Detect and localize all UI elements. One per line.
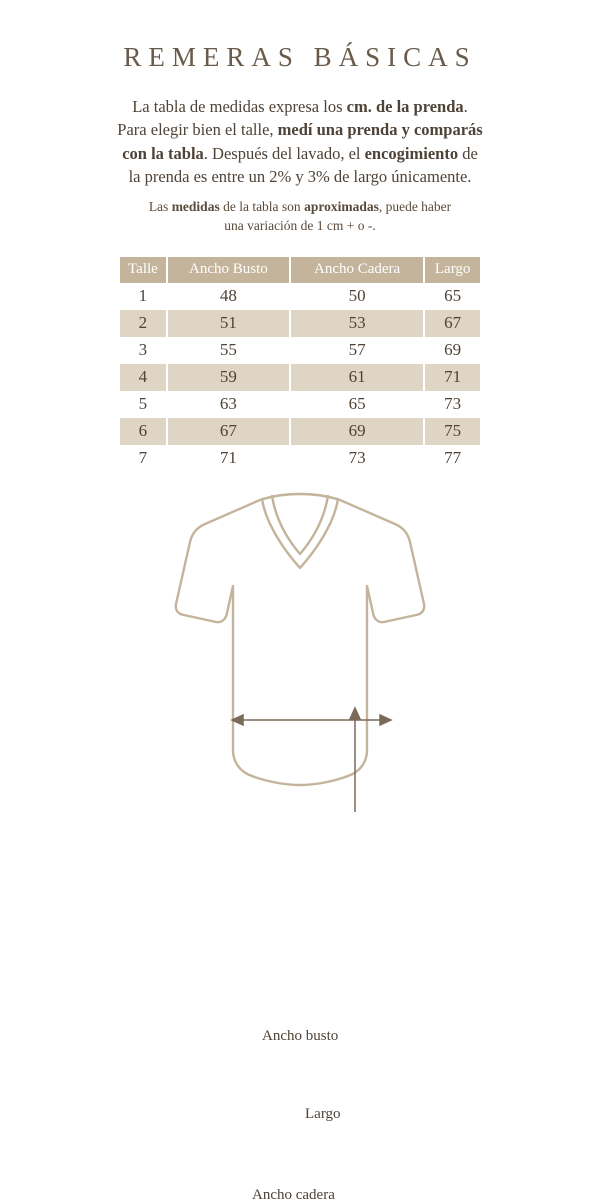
size-table xyxy=(120,257,480,472)
size-table-body xyxy=(120,283,480,472)
subnote-c: de la tabla son xyxy=(219,198,305,214)
cell-talle: 4 xyxy=(120,364,167,391)
cell-largo: 73 xyxy=(424,391,480,418)
cell-ancho-busto: 48 xyxy=(167,283,290,310)
col-header-ancho-busto: Ancho Busto xyxy=(167,257,290,283)
cell-talle: 2 xyxy=(120,310,167,337)
col-header-talle: Talle xyxy=(120,257,167,283)
col-header-ancho-cadera: Ancho Cadera xyxy=(290,257,424,283)
intro-line3-bold-a: con la tabla xyxy=(122,143,204,163)
label-ancho-busto: Ancho busto xyxy=(256,1028,344,1045)
intro-line3-b: . Después del lavado, el xyxy=(203,143,365,163)
intro-line1-c: . xyxy=(463,97,468,116)
cell-talle: 3 xyxy=(120,337,167,364)
table-header-row xyxy=(120,257,480,283)
cell-largo: 77 xyxy=(424,445,480,472)
cell-ancho-busto: 51 xyxy=(167,310,290,337)
table-row xyxy=(120,364,480,391)
cell-talle: 1 xyxy=(120,283,167,310)
intro-line2-bold: medí una prenda y comparás xyxy=(277,120,483,140)
intro-line3-bold-b: encogimiento xyxy=(364,143,459,163)
cell-largo: 67 xyxy=(424,310,480,337)
intro-line4: la prenda es entre un 2% y 3% de largo únicamente. xyxy=(128,167,472,187)
bust-arrow-head-right xyxy=(380,715,391,725)
cell-largo: 69 xyxy=(424,337,480,364)
subnote-bold-b: aproximadas xyxy=(304,198,379,214)
cell-ancho-busto: 71 xyxy=(167,445,290,472)
cell-ancho-cadera: 73 xyxy=(290,445,424,472)
subnote-f: una variación de 1 cm + o -. xyxy=(224,217,376,233)
tshirt-illustration-svg xyxy=(0,482,600,812)
label-ancho-cadera: Ancho cadera xyxy=(246,1187,341,1204)
table-row xyxy=(120,337,480,364)
cell-ancho-busto: 63 xyxy=(167,391,290,418)
intro-line3-d: de xyxy=(458,143,478,163)
cell-ancho-cadera: 61 xyxy=(290,364,424,391)
cell-talle: 6 xyxy=(120,418,167,445)
size-guide-page xyxy=(0,42,600,1204)
cell-ancho-busto: 55 xyxy=(167,337,290,364)
subnote-bold-a: medidas xyxy=(171,198,220,214)
shirt-outline-path xyxy=(176,494,424,785)
size-table-wrapper xyxy=(120,257,480,472)
cell-ancho-busto: 67 xyxy=(167,418,290,445)
subnote-a: Las xyxy=(148,198,172,214)
cell-talle: 5 xyxy=(120,391,167,418)
subnote-paragraph xyxy=(80,198,520,236)
cell-largo: 65 xyxy=(424,283,480,310)
cell-ancho-cadera: 65 xyxy=(290,391,424,418)
table-row xyxy=(120,391,480,418)
label-largo: Largo xyxy=(299,1106,347,1123)
intro-line2-a: Para elegir bien el talle, xyxy=(117,120,278,140)
subnote-e: , puede haber xyxy=(378,198,452,214)
cell-ancho-cadera: 50 xyxy=(290,283,424,310)
table-row xyxy=(120,445,480,472)
intro-paragraph xyxy=(52,95,548,189)
page-title: REMERAS BÁSICAS xyxy=(123,42,477,72)
shirt-neckline-inner-path xyxy=(272,496,328,554)
tshirt-diagram xyxy=(0,482,600,1204)
size-table-head xyxy=(120,257,480,283)
cell-ancho-cadera: 69 xyxy=(290,418,424,445)
cell-ancho-busto: 59 xyxy=(167,364,290,391)
cell-largo: 71 xyxy=(424,364,480,391)
intro-line1-bold: cm. de la prenda xyxy=(346,97,464,116)
table-row xyxy=(120,283,480,310)
table-row xyxy=(120,310,480,337)
cell-talle: 7 xyxy=(120,445,167,472)
cell-ancho-cadera: 57 xyxy=(290,337,424,364)
length-arrow-head-top xyxy=(350,708,360,719)
intro-line1-a: La tabla de medidas expresa los xyxy=(132,97,347,116)
cell-largo: 75 xyxy=(424,418,480,445)
cell-ancho-cadera: 53 xyxy=(290,310,424,337)
col-header-largo: Largo xyxy=(424,257,480,283)
shirt-neckline-path xyxy=(262,499,338,568)
table-row xyxy=(120,418,480,445)
